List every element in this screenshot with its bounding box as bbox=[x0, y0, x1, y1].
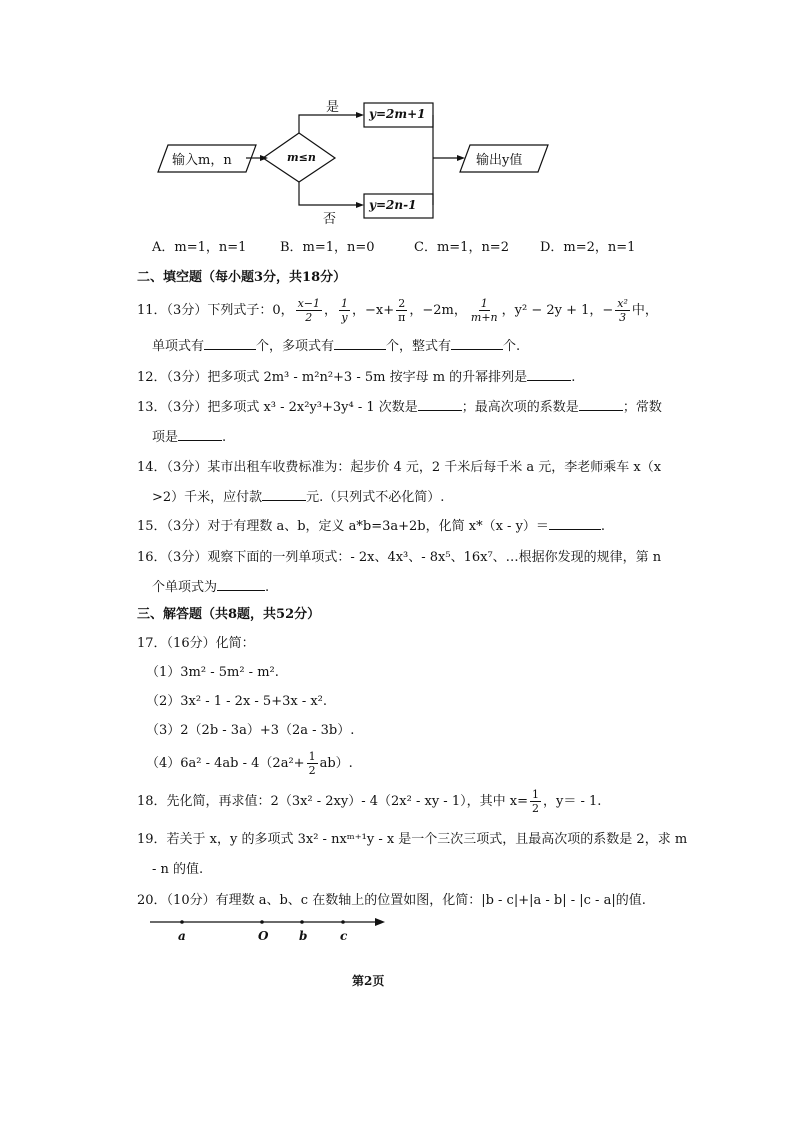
flow-yes-box-label: y=2m+1 bbox=[369, 107, 426, 121]
q14-line1: 14．（3分）某市出租车收费标准为：起步价 4 元，2 千米后每千米 a 元，李老师乘车 x（x bbox=[137, 460, 662, 475]
option-d: D．m=2，n=1 bbox=[540, 240, 636, 255]
q17-part2: （2）3x² - 1 - 2x - 5+3x - x². bbox=[146, 694, 328, 709]
option-c: C．m=1，n=2 bbox=[414, 240, 509, 255]
q11-frac3: $\frac{2}{\pi}$ bbox=[398, 297, 406, 324]
q17-half-frac: $\frac{1}{2}$ bbox=[308, 750, 316, 777]
section3-title: 三、解答题（共8题，共52分） bbox=[137, 607, 321, 622]
label-c: c bbox=[340, 929, 348, 943]
page-number: 第2页 bbox=[352, 974, 385, 988]
q11-number: 11．（3分）下列式子：0， bbox=[137, 303, 294, 318]
label-o: O bbox=[258, 929, 269, 943]
q11-blank3 bbox=[451, 337, 503, 350]
q19-line2: - n 的值. bbox=[152, 862, 204, 877]
q11-line1: 11．（3分）下列式子：0， $\frac{x-1}{2}$ ， $\frac{1}{y}$ ，−x+ $\frac{2}{\pi}$ ，−2m， $\frac{1}{m+n}$ ，y² − 2y + 1，− $\frac{\text{x²}}{3}$ 中， bbox=[137, 297, 658, 324]
option-a: A．m=1，n=1 bbox=[152, 240, 247, 255]
q12: 12．（3分）把多项式 2m³ - m²n²+3 - 5m 按字母 m 的升幂排列是 . bbox=[137, 370, 576, 385]
label-b: b bbox=[299, 929, 308, 943]
q13-blank2 bbox=[579, 398, 623, 411]
q17-part3: （3）2（2b - 3a）+3（2a - 3b）. bbox=[146, 723, 355, 738]
q16-blank bbox=[217, 578, 265, 591]
q13-blank1 bbox=[418, 398, 462, 411]
q15-blank bbox=[549, 517, 601, 530]
q11-mid2: ，−2m， bbox=[409, 303, 467, 318]
q11-mid3: ，y² − 2y + 1，− bbox=[501, 303, 614, 318]
q13-line1: 13．（3分）把多项式 x³ - 2x²y³+3y⁴ - 1 次数是 ；最高次项的系数是 ；常数 bbox=[137, 400, 662, 415]
q11-frac4: $\frac{1}{m+n}$ bbox=[470, 297, 498, 324]
section2-title: 二、填空题（每小题3分，共18分） bbox=[137, 270, 347, 285]
q11-tail: 中， bbox=[631, 303, 658, 318]
q13-line2: 项是 . bbox=[152, 430, 227, 445]
q13-blank3 bbox=[178, 428, 222, 441]
q18-half-frac: $\frac{1}{2}$ bbox=[531, 788, 539, 815]
q19-line1: 19．若关于 x，y 的多项式 3x² - nxᵐ⁺¹y - x 是一个三次三项式，且最高次项的系数是 2，求 m bbox=[137, 832, 688, 847]
q17-header: 17．（16分）化简： bbox=[137, 636, 255, 651]
q11-frac1: $\frac{x-1}{2}$ bbox=[297, 297, 321, 324]
q14-blank bbox=[262, 488, 306, 501]
q15: 15．（3分）对于有理数 a、b，定义 a*b=3a+2b，化简 x*（x - y）＝ . bbox=[137, 519, 606, 534]
q17-part1: （1）3m² - 5m² - m². bbox=[146, 665, 279, 680]
point-c bbox=[341, 920, 345, 924]
q18: 18．先化简，再求值：2（3x² - 2xy）- 4（2x² - xy - 1），其中 x= $\frac{1}{2}$ ，y＝ - 1. bbox=[137, 788, 602, 815]
flow-input-label: 输入m，n bbox=[172, 153, 232, 168]
option-b: B．m=1，n=0 bbox=[280, 240, 375, 255]
flow-condition-label: m≤n bbox=[287, 151, 316, 164]
q16-line2: 个单项式为 . bbox=[152, 580, 270, 595]
point-b bbox=[300, 920, 304, 924]
q17-part4: （4）6a² - 4ab - 4（2a²+ $\frac{1}{2}$ ab）. bbox=[146, 750, 353, 777]
point-a bbox=[180, 920, 184, 924]
q11-line2: 单项式有 个，多项式有 个，整式有 个. bbox=[152, 339, 521, 354]
flow-output-label: 输出y值 bbox=[476, 153, 523, 168]
q11-mid1: ，−x+ bbox=[352, 303, 395, 318]
q11-frac5: $\frac{\text{x²}}{3}$ bbox=[617, 297, 628, 324]
label-a: a bbox=[178, 929, 186, 943]
flow-yes-label: 是 bbox=[326, 100, 340, 115]
flow-no-box-label: y=2n-1 bbox=[369, 198, 417, 212]
q20: 20．（10分）有理数 a、b、c 在数轴上的位置如图，化简：|b - c|+|a - b| - |c - a|的值. bbox=[137, 893, 646, 908]
q11-blank2 bbox=[334, 337, 386, 350]
q12-blank bbox=[527, 368, 571, 381]
q16-line1: 16．（3分）观察下面的一列单项式：- 2x、4x³、- 8x⁵、16x⁷、…根据你发现的规律，第 n bbox=[137, 550, 662, 565]
q11-blank1 bbox=[204, 337, 256, 350]
point-o bbox=[260, 920, 264, 924]
q11-frac2: $\frac{1}{y}$ bbox=[341, 297, 349, 324]
flow-no-label: 否 bbox=[323, 212, 337, 227]
q14-line2: >2）千米，应付款 元.（只列式不必化简）. bbox=[152, 490, 445, 505]
